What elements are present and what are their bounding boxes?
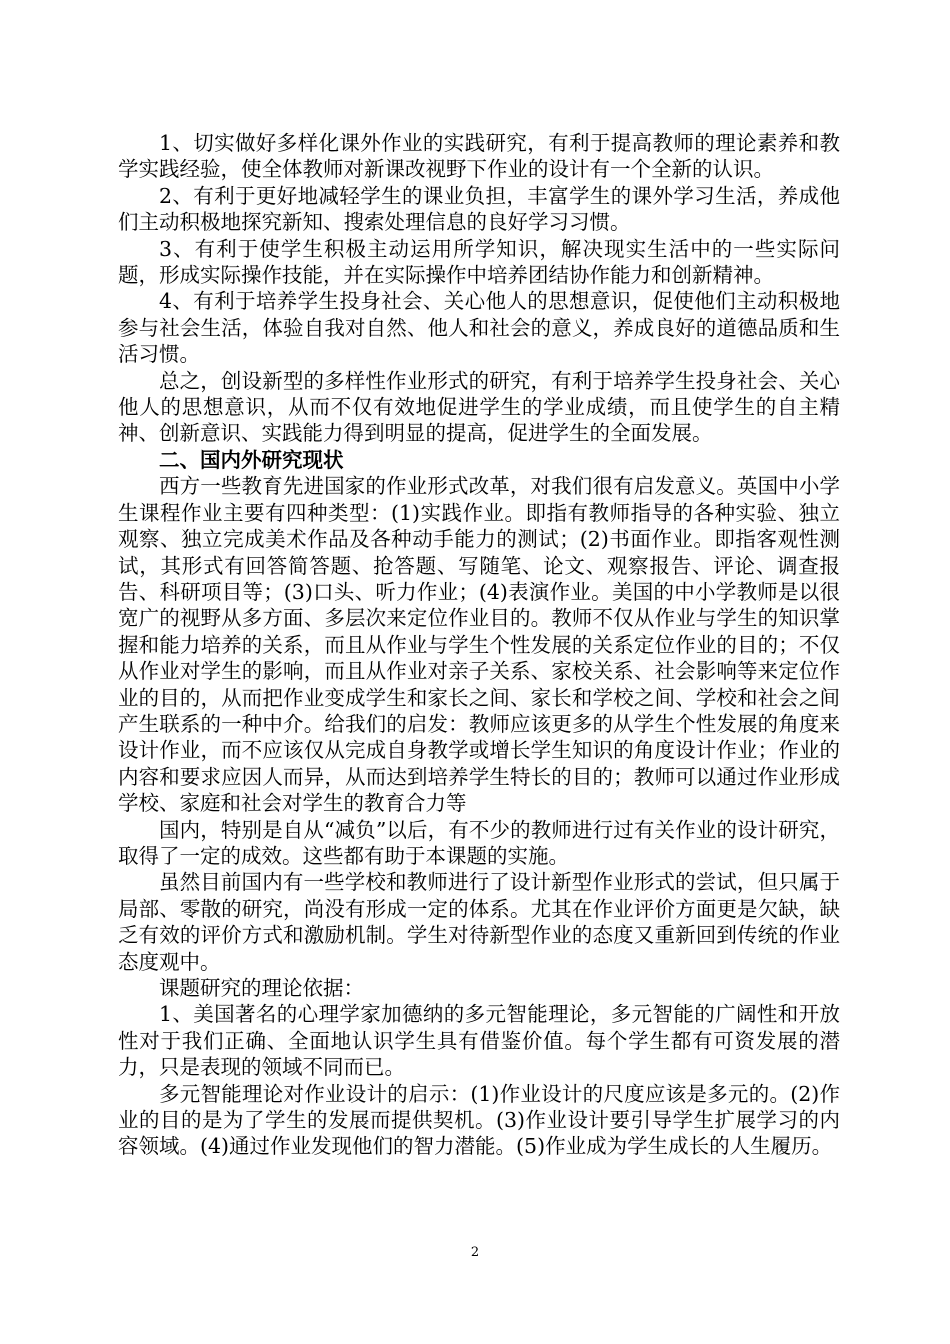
document-body bbox=[118, 130, 840, 1160]
paragraph-theory-basis-label: 课题研究的理论依据： bbox=[159, 976, 364, 1000]
paragraph-significance-1: 1、切实做好多样化课外作业的实践研究，有利于提高教师的理论素养和教学实践经验，使全体教师对新课改视野下作业的设计有一个全新的认识。 bbox=[118, 131, 840, 182]
section-heading: 二、国内外研究现状 bbox=[159, 447, 344, 472]
page-number: 2 bbox=[470, 1245, 480, 1260]
paragraph-multiple-intelligences: 1、美国著名的心理学家加德纳的多元智能理论，多元智能的广阔性和开放性对于我们正确、全面地认识学生具有借鉴价值。每个学生都有可资发展的潜力，只是表现的领域不同而已。 bbox=[118, 1002, 840, 1080]
paragraph-domestic-research: 国内，特别是自从“减负”以后，有不少的教师进行过有关作业的设计研究，取得了一定的成效。这些都有助于本课题的实施。 bbox=[118, 817, 840, 868]
paragraph-foreign-research: 西方一些教育先进国家的作业形式改革，对我们很有启发意义。英国中小学生课程作业主要有四种类型：(1)实践作业。即指有教师指导的各种实验、独立观察、独立完成美术作品及各种动手能力的测试；(2)书面作业。即指客观性测试，其形式有回答简答题、抢答题、写随笔、论文、观察报告、评论、调查报告、科研项目等；(3)口头、听力作业；(4)表演作业。美国的中小学教师是以很宽广的视野从多方面、多层次来定位作业目的。教师不仅从作业与学生的知识掌握和能力培养的关系，而且从作业与学生个性发展的关系定位作业的目的；不仅从作业对学生的影响，而且从作业对亲子关系、家校关系、社会影响等来定位作业的目的，从而把作业变成学生和家长之间、家长和学校之间、学校和社会之间产生联系的一种中介。给我们的启发：教师应该更多的从学生个性发展的角度来设计作业，而不应该仅从完成自身教学或增长学生知识的角度设计作业；作业的内容和要求应因人而异，从而达到培养学生特长的目的；教师可以通过作业形成学校、家庭和社会对学生的教育合力等 bbox=[118, 474, 840, 816]
paragraph-design-implications: 多元智能理论对作业设计的启示：(1)作业设计的尺度应该是多元的。(2)作业的目的是为了学生的发展而提供契机。(3)作业设计要引导学生扩展学习的内容领域。(4)通过作业发现他们的智力潜能。(5)作业成为学生成长的人生履历。 bbox=[118, 1081, 840, 1159]
paragraph-significance-2: 2、有利于更好地减轻学生的课业负担，丰富学生的课外学习生活，养成他们主动积极地探究新知、搜索处理信息的良好学习习惯。 bbox=[118, 183, 840, 235]
paragraph-significance-4: 4、有利于培养学生投身社会、关心他人的思想意识，促使他们主动积极地参与社会生活，体验自我对自然、他人和社会的意义，养成良好的道德品质和生活习惯。 bbox=[118, 289, 840, 367]
paragraph-research-gaps: 虽然目前国内有一些学校和教师进行了设计新型作业形式的尝试，但只属于局部、零散的研究，尚没有形成一定的体系。尤其在作业评价方面更是欠缺，缺乏有效的评价方式和激励机制。学生对待新型作业的态度又重新回到传统的作业态度观中。 bbox=[118, 870, 840, 974]
paragraph-summary: 总之，创设新型的多样性作业形式的研究，有利于培养学生投身社会、关心他人的思想意识，从而不仅有效地促进学生的学业成绩，而且使学生的自主精神、创新意识、实践能力得到明显的提高，促进学生的全面发展。 bbox=[118, 368, 840, 446]
paragraph-significance-3: 3、有利于使学生积极主动运用所学知识，解决现实生活中的一些实际问题，形成实际操作技能，并在实际操作中培养团结协作能力和创新精神。 bbox=[118, 236, 840, 288]
